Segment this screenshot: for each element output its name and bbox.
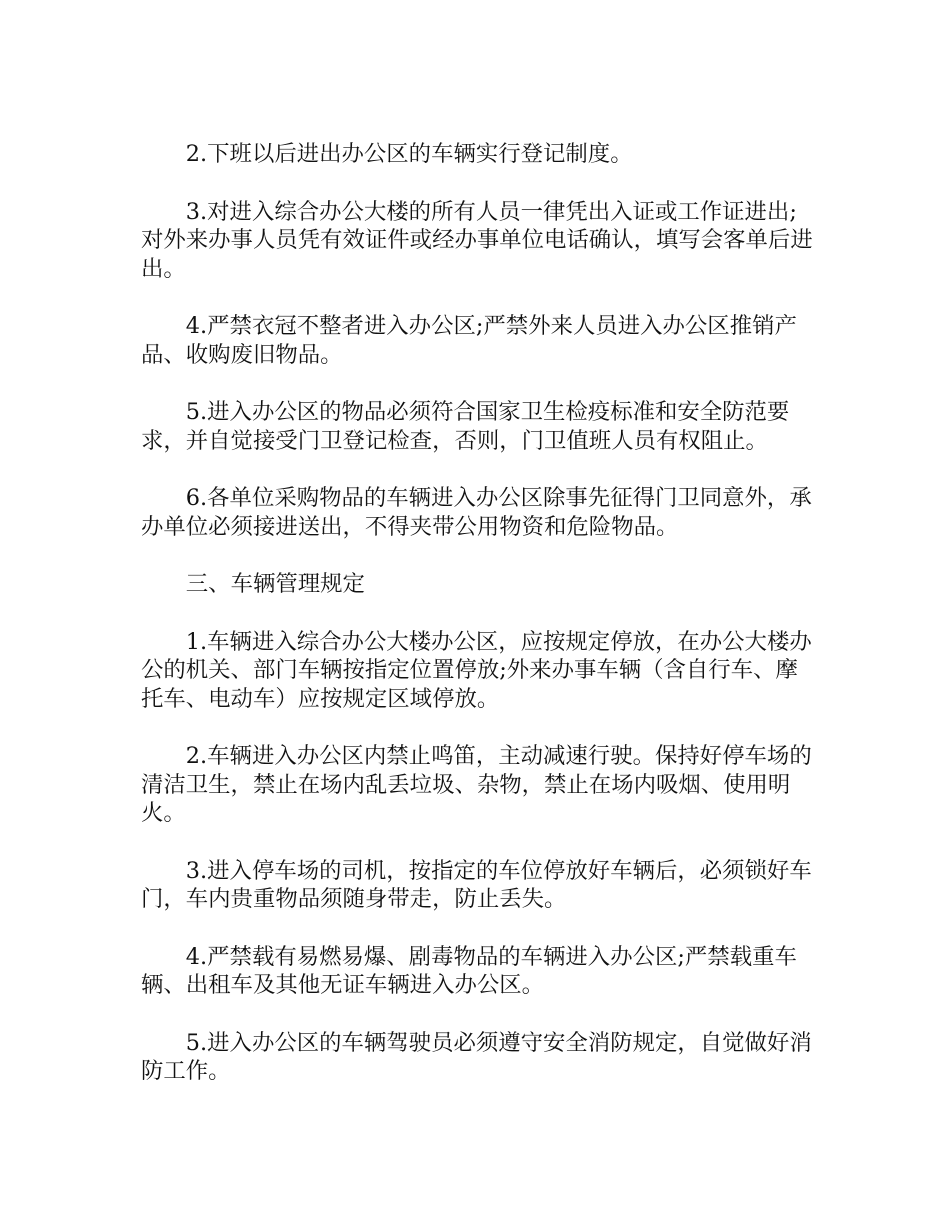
- paragraph-registration: 2.下班以后进出办公区的车辆实行登记制度。: [185, 141, 633, 167]
- paragraph-lock-doors: 3.进入停车场的司机，按指定的车位停放好车辆后，必须锁好车门，车内贵重物品须随身带走，防止丢失。: [141, 857, 812, 912]
- section-heading-vehicle-rules: 三、车辆管理规定: [185, 571, 365, 597]
- paragraph-no-horn: 2.车辆进入办公区内禁止鸣笛，主动减速行驶。保持好停车场的清洁卫生，禁止在场内乱丢垃圾、杂物，禁止在场内吸烟、使用明火。: [141, 743, 812, 826]
- paragraph-entry-pass: 3.对进入综合办公大楼的所有人员一律凭出入证或工作证进出;对外来办事人员凭有效证件或经办事单位电话确认，填写会客单后进出。: [141, 198, 813, 282]
- paragraph-vehicle-parking: 1.车辆进入综合办公大楼办公区，应按规定停放，在办公大楼办公的机关、部门车辆按指定位置停放;外来办事车辆（含自行车、摩托车、电动车）应按规定区域停放。: [141, 628, 812, 712]
- paragraph-dress-code: 4.严禁衣冠不整者进入办公区;严禁外来人员进入办公区推销产品、收购废旧物品。: [141, 313, 797, 368]
- document-body: [141, 140, 813, 1115]
- paragraph-fire-safety: 5.进入办公区的车辆驾驶员必须遵守安全消防规定，自觉做好消防工作。: [141, 1029, 812, 1084]
- paragraph-goods-inspection: 5.进入办公区的物品必须符合国家卫生检疫标准和安全防范要求，并自觉接受门卫登记检查，否则，门卫值班人员有权阻止。: [141, 399, 790, 454]
- paragraph-purchase-vehicles: 6.各单位采购物品的车辆进入办公区除事先征得门卫同意外，承办单位必须接进送出，不得夹带公用物资和危险物品。: [141, 485, 812, 540]
- paragraph-hazardous-vehicles: 4.严禁载有易燃易爆、剧毒物品的车辆进入办公区;严禁载重车辆、出租车及其他无证车辆进入办公区。: [141, 943, 797, 998]
